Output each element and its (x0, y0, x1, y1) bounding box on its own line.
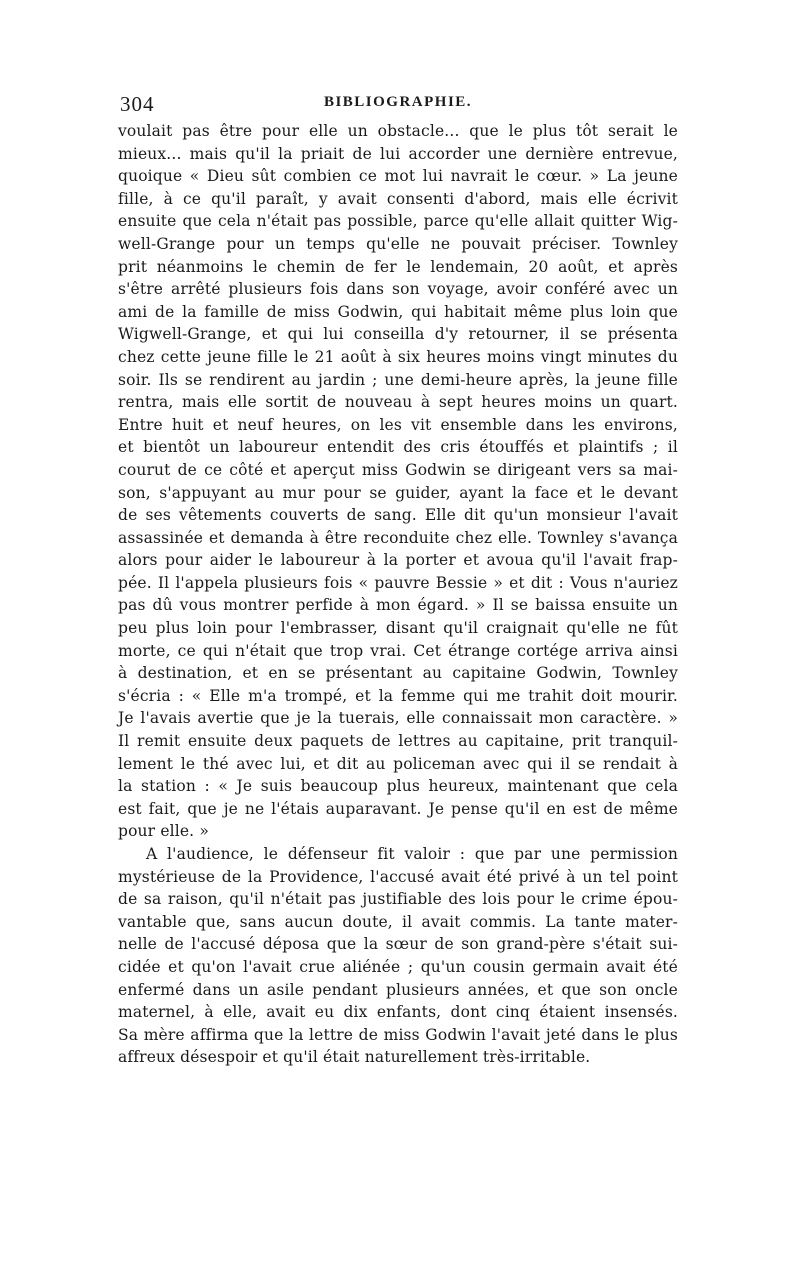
text-line: alors pour aider le laboureur à la porter et avoua qu'il l'avait frap- (118, 551, 678, 570)
text-line: s'être arrêté plusieurs fois dans son voyage, avoir conféré avec un (118, 280, 678, 299)
text-line: Sa mère affirma que la lettre de miss Godwin l'avait jeté dans le plus (118, 1025, 678, 1044)
text-line: Wigwell-Grange, et qui lui conseilla d'y retourner, il se présenta (118, 325, 678, 344)
text-line: voulait pas être pour elle un obstacle... que le plus tôt serait le (118, 122, 678, 140)
text-line: fille, à ce qu'il paraît, y avait consenti d'abord, mais elle écrivit (118, 189, 678, 208)
text-line: Entre huit et neuf heures, on les vit ensemble dans les environs, (118, 415, 678, 434)
text-line: à destination, et en se présentant au capitaine Godwin, Townley (118, 664, 678, 683)
text-line: well-Grange pour un temps qu'elle ne pouvait préciser. Townley (118, 234, 678, 253)
text-line: prit néanmoins le chemin de fer le lendemain, 20 août, et après (118, 257, 678, 276)
text-line: Il remit ensuite deux paquets de lettres au capitaine, prit tranquil- (118, 732, 678, 751)
page-number: 304 (120, 92, 155, 116)
text-line: affreux désespoir et qu'il était naturellement très-irritable. (118, 1048, 591, 1067)
text-line: enfermé dans un asile pendant plusieurs années, et que son oncle (118, 980, 678, 999)
text-line: assassinée et demanda à être reconduite chez elle. Townley s'avança (118, 528, 678, 547)
running-title: BIBLIOGRAPHIE. (323, 94, 473, 110)
text-line: lement le thé avec lui, et dit au policeman avec qui il se rendait à (118, 754, 678, 773)
body-text (118, 120, 678, 1069)
book-page (118, 92, 678, 1069)
text-line: Je l'avais avertie que je la tuerais, elle connaissait mon caractère. » (118, 709, 678, 728)
text-line: vantable que, sans aucun doute, il avait commis. La tante mater- (118, 912, 678, 931)
text-line: pée. Il l'appela plusieurs fois « pauvre Bessie » et dit : Vous n'auriez (118, 573, 678, 592)
text-line: rentra, mais elle sortit de nouveau à sept heures moins un quart. (118, 393, 678, 412)
text-line: mystérieuse de la Providence, l'accusé avait été privé à un tel point (118, 867, 678, 886)
text-line: ami de la famille de miss Godwin, qui habitait même plus loin que (118, 302, 678, 321)
text-line: soir. Ils se rendirent au jardin ; une demi-heure après, la jeune fille (118, 370, 678, 389)
text-line: ensuite que cela n'était pas possible, parce qu'elle allait quitter Wig- (118, 212, 678, 231)
text-line: nelle de l'accusé déposa que la sœur de son grand-père s'était sui- (118, 935, 678, 954)
text-line: de ses vêtements couverts de sang. Elle dit qu'un monsieur l'avait (118, 506, 678, 525)
text-line: pas dû vous montrer perfide à mon égard. » Il se baissa ensuite un (118, 596, 678, 615)
text-line: peu plus loin pour l'embrasser, disant qu'il craignait qu'elle ne fût (118, 619, 678, 638)
text-line: A l'audience, le défenseur fit valoir : que par une permission (146, 845, 678, 863)
text-line: est fait, que je ne l'étais auparavant. Je pense qu'il en est de même (118, 799, 678, 818)
text-line: s'écria : « Elle m'a trompé, et la femme qui me trahit doit mourir. (118, 686, 678, 705)
text-line: cidée et qu'on l'avait crue aliénée ; qu'un cousin germain avait été (118, 957, 678, 976)
text-line: maternel, à elle, avait eu dix enfants, dont cinq étaient insensés. (118, 1003, 678, 1022)
text-line: pour elle. » (118, 822, 209, 841)
text-line: quoique « Dieu sût combien ce mot lui navrait le cœur. » La jeune (118, 167, 678, 186)
text-line: chez cette jeune fille le 21 août à six heures moins vingt minutes du (118, 347, 678, 366)
text-line: morte, ce qui n'était que trop vrai. Cet étrange cortége arriva ainsi (118, 641, 678, 660)
running-head (118, 92, 678, 118)
paragraph (118, 843, 678, 1069)
paragraph (118, 120, 678, 843)
text-line: mieux... mais qu'il la priait de lui accorder une dernière entrevue, (118, 144, 678, 163)
text-line: courut de ce côté et aperçut miss Godwin se dirigeant vers sa mai- (118, 460, 678, 479)
text-line: la station : « Je suis beaucoup plus heureux, maintenant que cela (118, 777, 678, 796)
text-line: de sa raison, qu'il n'était pas justifiable des lois pour le crime épou- (118, 890, 678, 909)
text-line: son, s'appuyant au mur pour se guider, ayant la face et le devant (118, 483, 678, 502)
text-line: et bientôt un laboureur entendit des cris étouffés et plaintifs ; il (118, 438, 678, 457)
